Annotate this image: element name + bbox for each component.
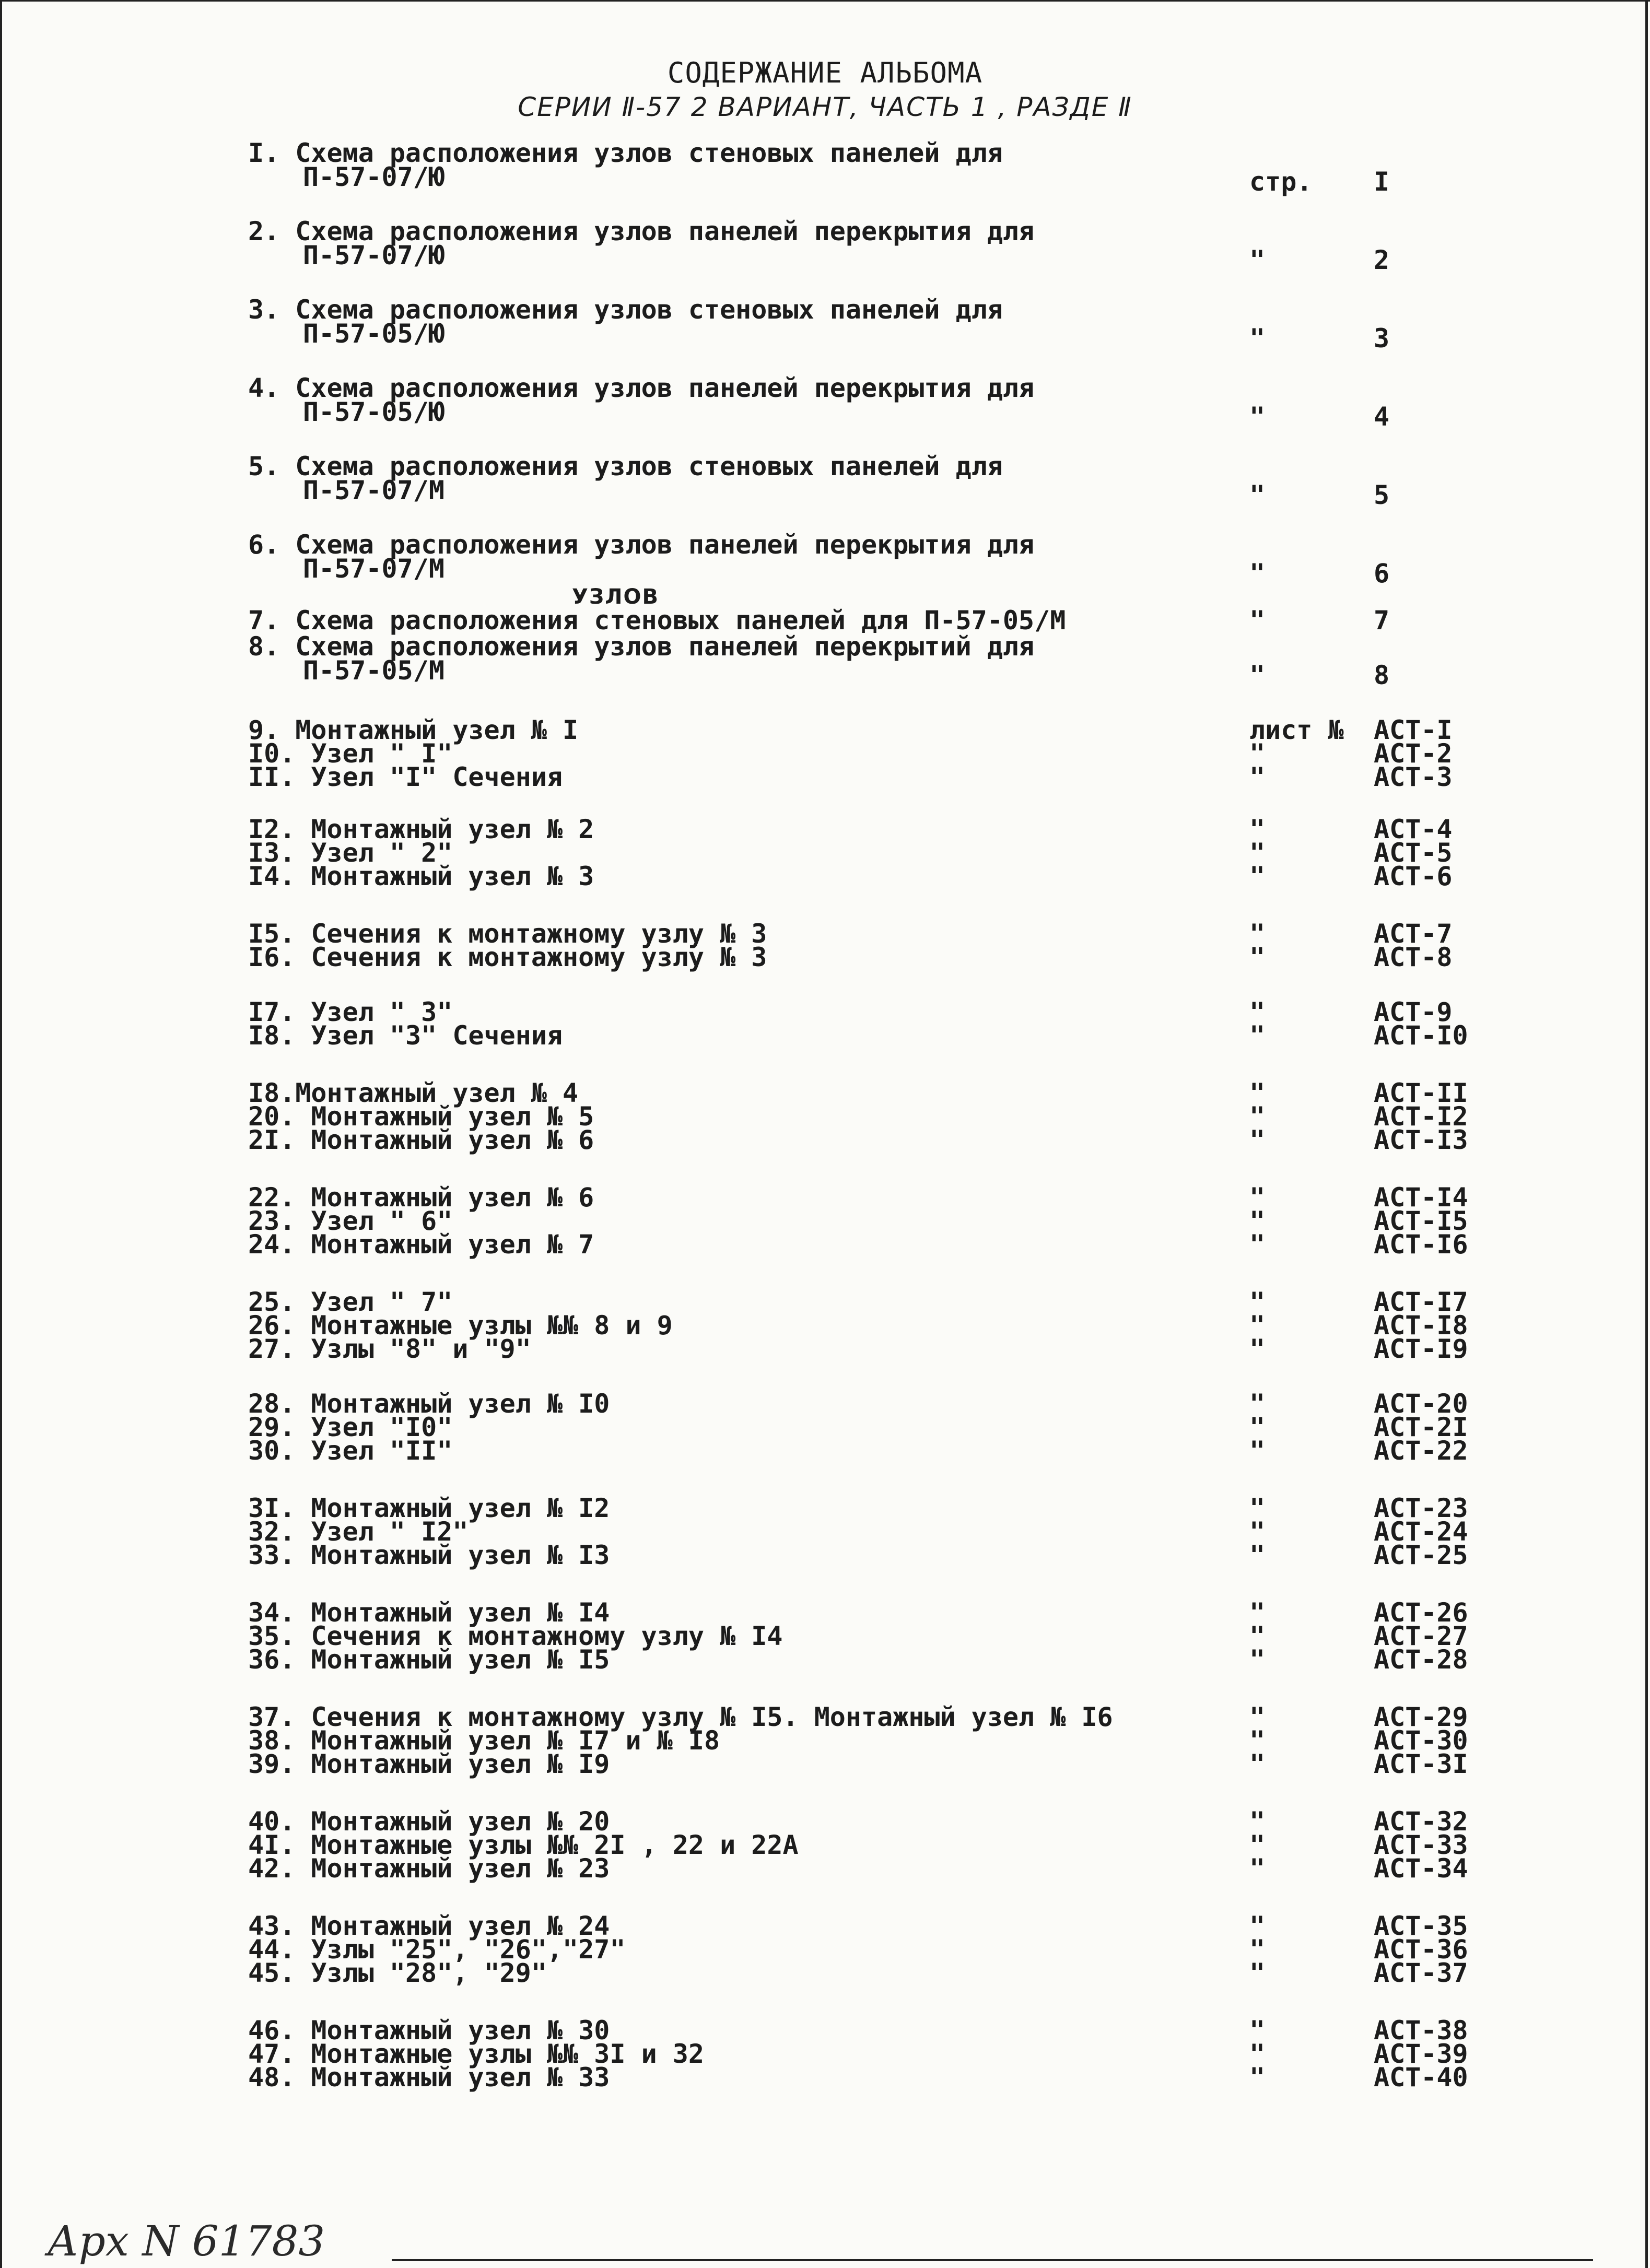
toc-entry-ditto-mark: " bbox=[1249, 1597, 1266, 1628]
toc-entry-ditto-mark: " bbox=[1249, 1725, 1266, 1756]
toc-entry-ditto-mark: " bbox=[1249, 1644, 1266, 1675]
toc-entry-page-ref: АСТ-2 bbox=[1374, 738, 1453, 769]
toc-entry-text: 26. Монтажные узлы №№ 8 и 9 bbox=[248, 1310, 673, 1341]
toc-entry-ditto-mark: " bbox=[1249, 919, 1266, 949]
toc-entry-text: 43. Монтажный узел № 24 bbox=[248, 1911, 610, 1941]
toc-entry-ditto-mark: " bbox=[1249, 480, 1266, 510]
toc-entry-text: 42. Монтажный узел № 23 bbox=[248, 1853, 610, 1884]
toc-entry-ditto-mark: " bbox=[1249, 605, 1266, 636]
toc-entry-text: 36. Монтажный узел № I5 bbox=[248, 1644, 610, 1675]
toc-entry-text: 47. Монтажные узлы №№ 3I и 32 bbox=[248, 2039, 704, 2069]
archive-number: Арх N 61783 bbox=[47, 2217, 325, 2265]
toc-entry-ditto-mark: " bbox=[1249, 814, 1266, 844]
toc-entry-ditto-mark: " bbox=[1249, 1206, 1266, 1236]
toc-entry-page-ref: АСТ-6 bbox=[1374, 861, 1453, 891]
toc-entry-ditto-mark: " bbox=[1249, 1853, 1266, 1884]
toc-entry-page-ref: АСТ-28 bbox=[1374, 1644, 1468, 1675]
toc-entry-ditto-mark: " bbox=[1249, 402, 1266, 432]
toc-entry-text: 8. Схема расположения узлов панелей перекрытий для bbox=[248, 631, 1035, 662]
toc-entry-page-ref: АСТ-I9 bbox=[1374, 1334, 1468, 1364]
toc-entry-text: I6. Сечения к монтажному узлу № 3 bbox=[248, 942, 767, 972]
toc-entry-page-ref: АСТ-4 bbox=[1374, 814, 1453, 844]
toc-entry-text: 7. Схема расположения стеновых панелей для П-57-05/М bbox=[248, 605, 1066, 636]
toc-entry-page-ref: АСТ-36 bbox=[1374, 1934, 1468, 1965]
toc-entry-page-ref: АСТ-29 bbox=[1374, 1702, 1468, 1732]
toc-entry-ditto-mark: " bbox=[1249, 1020, 1266, 1051]
toc-entry-page-ref: 8 bbox=[1374, 660, 1390, 690]
toc-entry-page-ref: АСТ-25 bbox=[1374, 1540, 1468, 1570]
toc-entry-page-ref: АСТ-I6 bbox=[1374, 1229, 1468, 1260]
toc-entry-ditto-mark: " bbox=[1249, 1229, 1266, 1260]
toc-entry-ditto-mark: лист № bbox=[1249, 715, 1344, 745]
toc-entry-ditto-mark: " bbox=[1249, 323, 1266, 354]
toc-entry-text: I0. Узел " I" bbox=[248, 738, 453, 769]
toc-entry-text: 4I. Монтажные узлы №№ 2I , 22 и 22А bbox=[248, 1830, 799, 1860]
toc-entry-page-ref: АСТ-I bbox=[1374, 715, 1453, 745]
toc-entry-ditto-mark: " bbox=[1249, 1182, 1266, 1213]
toc-entry-text: 48. Монтажный узел № 33 bbox=[248, 2062, 610, 2093]
toc-entry-text: 44. Узлы "25", "26","27" bbox=[248, 1934, 626, 1965]
toc-entry-text: 30. Узел "II" bbox=[248, 1436, 453, 1466]
toc-entry-ditto-mark: " bbox=[1249, 738, 1266, 769]
toc-entry-text: 34. Монтажный узел № I4 bbox=[248, 1597, 610, 1628]
toc-entry-text: 3. Схема расположения узлов стеновых панелей для bbox=[248, 295, 1003, 325]
toc-entry-page-ref: АСТ-26 bbox=[1374, 1597, 1468, 1628]
toc-entry-text: II. Узел "I" Сечения bbox=[248, 762, 563, 792]
toc-entry-ditto-mark: " bbox=[1249, 1334, 1266, 1364]
toc-entry-text-continued: П-57-07/Ю bbox=[303, 162, 444, 192]
toc-entry-page-ref: АСТ-3 bbox=[1374, 762, 1453, 792]
toc-entry-page-ref: 4 bbox=[1374, 402, 1390, 432]
toc-entry-text: 39. Монтажный узел № I9 bbox=[248, 1749, 610, 1779]
toc-entry-text-continued: П-57-07/М bbox=[303, 554, 444, 584]
toc-entry-text: 46. Монтажный узел № 30 bbox=[248, 2015, 610, 2046]
handwritten-insertion: УЗЛОВ bbox=[572, 585, 659, 609]
toc-entry-page-ref: 5 bbox=[1374, 480, 1390, 510]
toc-entry-ditto-mark: " bbox=[1249, 1958, 1266, 1988]
toc-entry-ditto-mark: " bbox=[1249, 558, 1266, 589]
toc-entry-text: 5. Схема расположения узлов стеновых панелей для bbox=[248, 451, 1003, 481]
toc-entry-ditto-mark: " bbox=[1249, 861, 1266, 891]
toc-entry-text: 23. Узел " 6" bbox=[248, 1206, 453, 1236]
toc-entry-text: 40. Монтажный узел № 20 bbox=[248, 1806, 610, 1837]
toc-entry-text: 2I. Монтажный узел № 6 bbox=[248, 1125, 594, 1155]
toc-entry-text: 37. Сечения к монтажному узлу № I5. Монтажный узел № I6 bbox=[248, 1702, 1113, 1732]
frame-right-border bbox=[1645, 0, 1648, 2268]
toc-entry-text: 33. Монтажный узел № I3 bbox=[248, 1540, 610, 1570]
toc-entry-text: I8.Монтажный узел № 4 bbox=[248, 1078, 579, 1108]
toc-entry-ditto-mark: " bbox=[1249, 1749, 1266, 1779]
toc-entry-text: I2. Монтажный узел № 2 bbox=[248, 814, 594, 844]
toc-entry-text: 28. Монтажный узел № I0 bbox=[248, 1389, 610, 1419]
toc-entry-page-ref: АСТ-II bbox=[1374, 1078, 1468, 1108]
toc-entry-ditto-mark: " bbox=[1249, 1389, 1266, 1419]
toc-entry-ditto-mark: " bbox=[1249, 1702, 1266, 1732]
toc-entry-page-ref: АСТ-2I bbox=[1374, 1412, 1468, 1442]
toc-entry-ditto-mark: " bbox=[1249, 1310, 1266, 1341]
toc-entry-text: I8. Узел "3" Сечения bbox=[248, 1020, 563, 1051]
toc-entry-page-ref: АСТ-23 bbox=[1374, 1493, 1468, 1523]
toc-entry-ditto-mark: " bbox=[1249, 1540, 1266, 1570]
toc-entry-ditto-mark: " bbox=[1249, 1517, 1266, 1547]
toc-entry-page-ref: АСТ-33 bbox=[1374, 1830, 1468, 1860]
toc-entry-page-ref: АСТ-I8 bbox=[1374, 1310, 1468, 1341]
toc-entry-page-ref: АСТ-30 bbox=[1374, 1725, 1468, 1756]
toc-entry-ditto-mark: " bbox=[1249, 1934, 1266, 1965]
toc-entry-text: 24. Монтажный узел № 7 bbox=[248, 1229, 594, 1260]
toc-entry-ditto-mark: " bbox=[1249, 1101, 1266, 1132]
toc-entry-page-ref: I bbox=[1374, 167, 1390, 197]
toc-entry-ditto-mark: " bbox=[1249, 1830, 1266, 1860]
toc-entry-ditto-mark: " bbox=[1249, 762, 1266, 792]
toc-entry-text: I. Схема расположения узлов стеновых панелей для bbox=[248, 138, 1003, 168]
toc-entry-text: 6. Схема расположения узлов панелей перекрытия для bbox=[248, 530, 1035, 560]
toc-entry-page-ref: АСТ-I2 bbox=[1374, 1101, 1468, 1132]
toc-entry-text: I7. Узел " 3" bbox=[248, 997, 453, 1027]
frame-top-border bbox=[0, 0, 1650, 2]
toc-entry-page-ref: 3 bbox=[1374, 323, 1390, 354]
toc-entry-text-continued: П-57-05/Ю bbox=[303, 319, 444, 349]
toc-entry-text: 3I. Монтажный узел № I2 bbox=[248, 1493, 610, 1523]
toc-entry-text: I3. Узел " 2" bbox=[248, 838, 453, 868]
toc-entry-text: I5. Сечения к монтажному узлу № 3 bbox=[248, 919, 767, 949]
page-title: СОДЕРЖАНИЕ АЛЬБОМА bbox=[667, 56, 983, 89]
toc-entry-text: 25. Узел " 7" bbox=[248, 1287, 453, 1317]
toc-entry-ditto-mark: стр. bbox=[1249, 167, 1313, 197]
toc-entry-page-ref: АСТ-24 bbox=[1374, 1517, 1468, 1547]
toc-entry-page-ref: АСТ-38 bbox=[1374, 2015, 1468, 2046]
toc-entry-page-ref: АСТ-I4 bbox=[1374, 1182, 1468, 1213]
toc-entry-ditto-mark: " bbox=[1249, 245, 1266, 275]
toc-entry-page-ref: АСТ-I0 bbox=[1374, 1020, 1468, 1051]
toc-entry-page-ref: АСТ-22 bbox=[1374, 1436, 1468, 1466]
toc-entry-ditto-mark: " bbox=[1249, 1412, 1266, 1442]
toc-entry-page-ref: АСТ-7 bbox=[1374, 919, 1453, 949]
toc-entry-text: 27. Узлы "8" и "9" bbox=[248, 1334, 531, 1364]
toc-entry-ditto-mark: " bbox=[1249, 942, 1266, 972]
toc-entry-ditto-mark: " bbox=[1249, 1287, 1266, 1317]
toc-entry-page-ref: АСТ-8 bbox=[1374, 942, 1453, 972]
toc-entry-text-continued: П-57-07/Ю bbox=[303, 240, 444, 271]
toc-entry-text: 45. Узлы "28", "29" bbox=[248, 1958, 547, 1988]
toc-entry-ditto-mark: " bbox=[1249, 997, 1266, 1027]
toc-entry-text: 9. Монтажный узел № I bbox=[248, 715, 579, 745]
toc-entry-page-ref: АСТ-9 bbox=[1374, 997, 1453, 1027]
toc-entry-ditto-mark: " bbox=[1249, 1493, 1266, 1523]
toc-entry-text: 32. Узел " I2" bbox=[248, 1517, 469, 1547]
toc-entry-page-ref: 7 bbox=[1374, 605, 1390, 636]
toc-entry-page-ref: 2 bbox=[1374, 245, 1390, 275]
toc-entry-text: I4. Монтажный узел № 3 bbox=[248, 861, 594, 891]
toc-entry-page-ref: АСТ-27 bbox=[1374, 1621, 1468, 1651]
toc-entry-page-ref: АСТ-37 bbox=[1374, 1958, 1468, 1988]
toc-entry-ditto-mark: " bbox=[1249, 1125, 1266, 1155]
frame-left-border bbox=[0, 0, 2, 2268]
toc-entry-page-ref: АСТ-I3 bbox=[1374, 1125, 1468, 1155]
toc-entry-page-ref: АСТ-39 bbox=[1374, 2039, 1468, 2069]
toc-entry-page-ref: АСТ-I5 bbox=[1374, 1206, 1468, 1236]
bottom-rule bbox=[392, 2259, 1593, 2261]
toc-entry-text-continued: П-57-05/М bbox=[303, 655, 444, 686]
toc-entry-ditto-mark: " bbox=[1249, 1436, 1266, 1466]
toc-entry-text: 29. Узел "I0" bbox=[248, 1412, 453, 1442]
toc-entry-ditto-mark: " bbox=[1249, 1621, 1266, 1651]
toc-entry-page-ref: АСТ-35 bbox=[1374, 1911, 1468, 1941]
toc-entry-ditto-mark: " bbox=[1249, 838, 1266, 868]
toc-entry-page-ref: АСТ-I7 bbox=[1374, 1287, 1468, 1317]
toc-entry-text-continued: П-57-05/Ю bbox=[303, 397, 444, 427]
toc-entry-page-ref: 6 bbox=[1374, 558, 1390, 589]
toc-entry-text: 20. Монтажный узел № 5 bbox=[248, 1101, 594, 1132]
toc-entry-ditto-mark: " bbox=[1249, 2015, 1266, 2046]
toc-entry-ditto-mark: " bbox=[1249, 2039, 1266, 2069]
toc-entry-ditto-mark: " bbox=[1249, 660, 1266, 690]
toc-entry-page-ref: АСТ-5 bbox=[1374, 838, 1453, 868]
page-subtitle: СЕРИИ Ⅱ-57 2 ВАРИАНТ, ЧАСТЬ 1 , РАЗДЕ Ⅱ bbox=[518, 92, 1132, 122]
toc-entry-text: 35. Сечения к монтажному узлу № I4 bbox=[248, 1621, 783, 1651]
toc-entry-ditto-mark: " bbox=[1249, 1806, 1266, 1837]
toc-entry-page-ref: АСТ-40 bbox=[1374, 2062, 1468, 2093]
toc-entry-ditto-mark: " bbox=[1249, 1911, 1266, 1941]
toc-entry-text: 4. Схема расположения узлов панелей перекрытия для bbox=[248, 373, 1035, 403]
toc-entry-ditto-mark: " bbox=[1249, 2062, 1266, 2093]
toc-entry-page-ref: АСТ-20 bbox=[1374, 1389, 1468, 1419]
toc-entry-page-ref: АСТ-34 bbox=[1374, 1853, 1468, 1884]
toc-entry-page-ref: АСТ-32 bbox=[1374, 1806, 1468, 1837]
toc-entry-page-ref: АСТ-3I bbox=[1374, 1749, 1468, 1779]
toc-entry-ditto-mark: " bbox=[1249, 1078, 1266, 1108]
toc-entry-text: 38. Монтажный узел № I7 и № I8 bbox=[248, 1725, 720, 1756]
toc-entry-text: 22. Монтажный узел № 6 bbox=[248, 1182, 594, 1213]
toc-entry-text-continued: П-57-07/М bbox=[303, 475, 444, 506]
toc-entry-text: 2. Схема расположения узлов панелей перекрытия для bbox=[248, 216, 1035, 246]
